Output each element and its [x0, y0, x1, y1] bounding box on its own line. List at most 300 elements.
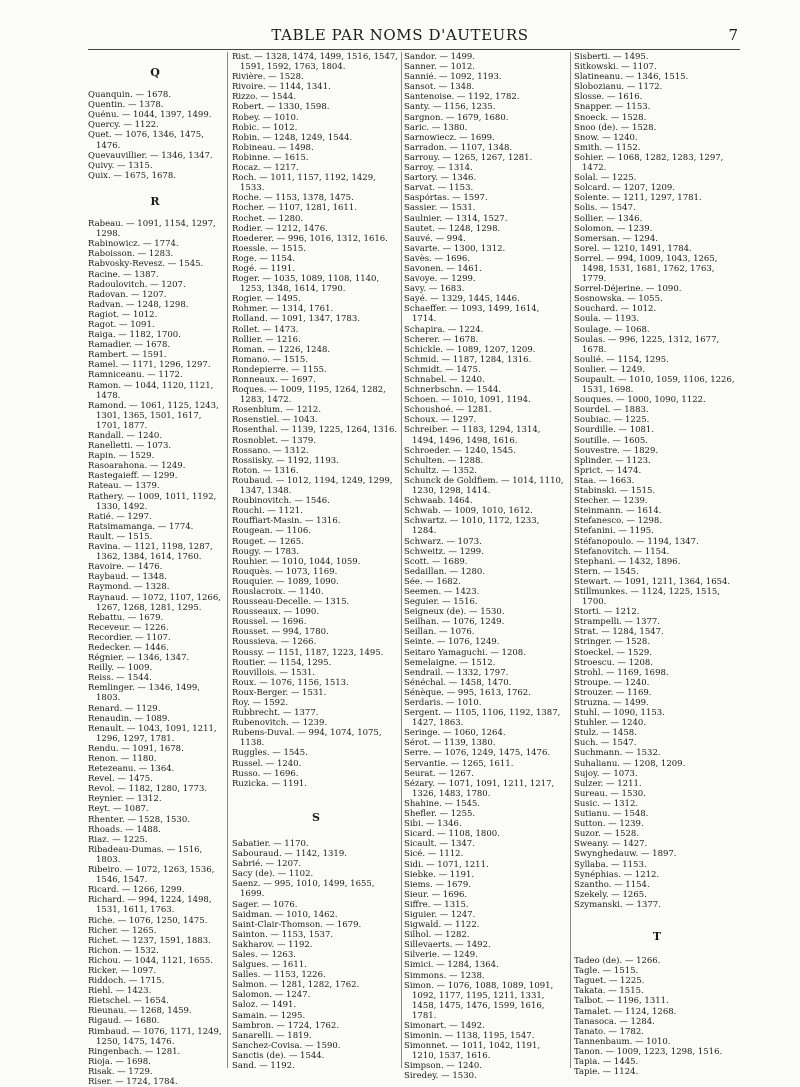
index-entry: Stephani. — 1432, 1896. — [574, 556, 681, 567]
index-entry: Reyt. — 1087. — [88, 804, 149, 815]
index-entry: Quercy. — 1122. — [88, 120, 159, 131]
index-entry: Sujoy. — 1073. — [574, 768, 638, 779]
index-entry: Ramon. — 1044, 1120, 1121, 1478. — [88, 380, 214, 401]
index-entry: Revel. — 1475. — [88, 774, 153, 785]
index-entry: Rapin. — 1529. — [88, 451, 155, 462]
index-entry: Soutille. — 1605. — [574, 435, 648, 446]
index-entry: Schoux. — 1297. — [404, 415, 477, 426]
index-entry: Stroescu. — 1208. — [574, 657, 653, 668]
section-letter: S — [312, 810, 320, 824]
index-entry: Riche. — 1076, 1250, 1475. — [88, 915, 208, 926]
index-entry: Siems. — 1679. — [404, 879, 471, 890]
index-entry: Rouhier. — 1010, 1044, 1059. — [232, 556, 361, 567]
index-entry: Schreiber. — 1183, 1294, 1314, 1494, 1496, 1498, 1616. — [404, 425, 541, 446]
index-entry: Soupault. — 1010, 1059, 1106, 1226, 1531, 1698. — [574, 375, 735, 396]
index-entry: Rouffiart-Masin. — 1316. — [232, 516, 341, 527]
index-entry: Savarte. — 1300, 1312. — [404, 243, 506, 254]
index-entry: Such. — 1547. — [574, 738, 637, 749]
index-entry: Soulier. — 1249. — [574, 364, 645, 375]
index-entry: Somersan. — 1294. — [574, 233, 658, 244]
index-entry: Sayé. — 1329, 1445, 1446. — [404, 294, 520, 305]
index-entry: Simon. — 1076, 1088, 1089, 1091, 1092, 1177, 1195, 1211, 1331, 1458, 1475, 1476, 1599, 1616, 1781. — [404, 980, 554, 1021]
index-entry: Tanato. — 1782. — [574, 1026, 644, 1037]
index-entry: Ratsimamanga. — 1774. — [88, 521, 194, 532]
section-letter: T — [652, 929, 662, 943]
index-entry: Strampelli. — 1377. — [574, 617, 660, 628]
index-entry: Sauvé. — 994. — [404, 233, 466, 244]
index-entry: Ringenbach. — 1281. — [88, 1046, 181, 1057]
index-entry: Seilhan. — 1076, 1249. — [404, 617, 505, 628]
index-column-2 — [232, 52, 400, 1076]
index-entry: Tanasoca. — 1284. — [574, 1016, 655, 1027]
index-entry: Rendu. — 1091, 1678. — [88, 743, 184, 754]
index-entry: Ribadeau-Dumas. — 1516, 1803. — [88, 844, 203, 865]
index-entry: Rist. — 1328, 1474, 1499, 1516, 1547, 1591, 1592, 1763, 1804. — [232, 52, 398, 73]
index-entry: Receveur. — 1226. — [88, 622, 169, 633]
index-entry: Rateau. — 1379. — [88, 481, 160, 492]
index-entry: Simpson. — 1240. — [404, 1061, 482, 1072]
index-entry: Robin. — 1248, 1249, 1544. — [232, 132, 353, 143]
index-entry: Ruggles. — 1545. — [232, 748, 308, 759]
index-entry: Ragiot. — 1012. — [88, 309, 158, 320]
index-entry: Roussel. — 1696. — [232, 617, 307, 628]
index-entry: Simonnet. — 1011, 1042, 1191, 1210, 1537, 1616. — [404, 1041, 541, 1062]
index-entry: Rizzo. — 1544. — [232, 92, 296, 103]
index-entry: Rioja. — 1698. — [88, 1056, 151, 1067]
index-entry: Sourdille. — 1081. — [574, 425, 655, 436]
spacer — [574, 942, 740, 956]
spacer — [88, 207, 222, 219]
index-entry: Sosnowska. — 1055. — [574, 294, 663, 305]
index-entry: Roux-Berger. — 1531. — [232, 687, 327, 698]
index-entry: Sarroy. — 1314. — [404, 163, 473, 174]
index-entry: Sedaillan. — 1280. — [404, 566, 485, 577]
index-entry: Saspórtas. — 1597. — [404, 193, 488, 204]
index-entry: Stewart. — 1091, 1211, 1364, 1654. — [574, 576, 731, 587]
index-entry: Radvan. — 1248, 1298. — [88, 299, 189, 310]
index-entry: Rodier. — 1212, 1476. — [232, 223, 328, 234]
index-entry: Szymanski. — 1377. — [574, 899, 661, 910]
index-entry: Salgues. — 1611. — [232, 960, 307, 971]
index-entry: Simmons. — 1238. — [404, 970, 485, 981]
index-entry: Semelaigne. — 1512. — [404, 657, 496, 668]
index-entry: Rouget. — 1265. — [232, 536, 304, 547]
index-entry: Saenz. — 995, 1010, 1499, 1655, 1699. — [232, 879, 375, 900]
index-entry: Rhoads. — 1488. — [88, 824, 161, 835]
index-entry: Stéfanopoulo. — 1194, 1347. — [574, 536, 699, 547]
index-entry: Sourdel. — 1883. — [574, 405, 649, 416]
index-entry: Stabinski. — 1515. — [574, 486, 656, 497]
index-entry: Sutton. — 1239. — [574, 819, 644, 830]
index-entry: Staa. — 1663. — [574, 475, 635, 486]
index-entry: Robey. — 1010. — [232, 112, 299, 123]
index-entry: Renon. — 1180. — [88, 754, 157, 764]
index-entry: Sée. — 1682. — [404, 576, 461, 587]
index-entry: Rabeau. — 1091, 1154, 1297, 1298. — [88, 219, 216, 240]
spacer — [232, 789, 400, 813]
index-entry: Sidi. — 1071, 1211. — [404, 859, 489, 870]
index-entry: Stefanesco. — 1298. — [574, 516, 663, 527]
index-entry: Szekely. — 1265. — [574, 889, 647, 900]
index-entry: Ruzicka. — 1191. — [232, 778, 307, 789]
index-entry: Raboisson. — 1283. — [88, 249, 174, 260]
index-entry: Snoeck. — 1528. — [574, 112, 647, 123]
index-entry: Radovan. — 1207. — [88, 289, 167, 300]
index-entry: Sendrail. — 1332, 1797. — [404, 667, 509, 678]
index-entry: Rocher. — 1107, 1281, 1611. — [232, 203, 357, 214]
index-entry: Rosenstiel. — 1043. — [232, 415, 318, 426]
index-entry: Rathery. — 1009, 1011, 1192, 1330, 1492. — [88, 491, 217, 512]
index-entry: Rastegaieff. — 1299. — [88, 471, 178, 482]
index-entry: Sisberti. — 1495. — [574, 52, 649, 62]
index-entry: Seringe. — 1060, 1264. — [404, 728, 506, 739]
index-entry: Riddoch. — 1715. — [88, 976, 165, 987]
index-entry: Stern. — 1545. — [574, 566, 639, 577]
index-entry: Ramadier. — 1678. — [88, 340, 171, 351]
index-entry: Saric. — 1380. — [404, 122, 468, 133]
index-entry: Snow. — 1240. — [574, 132, 638, 143]
index-entry: Soulié. — 1154, 1295. — [574, 354, 669, 365]
index-entry: Seigneux (de). — 1530. — [404, 607, 505, 618]
index-entry: Stefanovitch. — 1154. — [574, 546, 670, 557]
index-entry: Rimbaud. — 1076, 1171, 1249, 1250, 1475, 1476. — [88, 1026, 222, 1047]
index-entry: Stecher. — 1239. — [574, 496, 648, 507]
index-entry: Schroeder. — 1240, 1545. — [404, 445, 516, 456]
index-entry: Rondepierre. — 1155. — [232, 364, 327, 375]
index-entry: Renaudin. — 1089. — [88, 713, 171, 724]
index-entry: Rousseaux. — 1090. — [232, 607, 320, 618]
index-entry: Syllaba. — 1153. — [574, 859, 647, 870]
index-entry: Sabatier. — 1170. — [232, 838, 309, 849]
index-entry: Sicé. — 1112. — [404, 849, 464, 860]
index-entry: Sulzer. — 1211. — [574, 778, 642, 789]
column-divider — [570, 52, 571, 1068]
index-entry: Tapia. — 1445. — [574, 1057, 639, 1067]
index-entry: Roge. — 1154. — [232, 253, 295, 264]
index-entry: Russo. — 1696. — [232, 768, 299, 779]
index-entry: Salles. — 1153, 1226. — [232, 970, 326, 981]
spacer — [574, 910, 740, 932]
index-entry: Rohmer. — 1314, 1761. — [232, 304, 334, 315]
index-entry: Schoushoé. — 1281. — [404, 405, 492, 416]
index-entry: Saulnier. — 1314, 1527. — [404, 213, 508, 224]
index-entry: Ramniceanu. — 1172. — [88, 370, 183, 381]
index-entry: Sorrel. — 994, 1009, 1043, 1265, 1498, 1531, 1681, 1762, 1763, 1779. — [574, 253, 718, 285]
index-entry: Sand. — 1192. — [232, 1061, 295, 1071]
index-column-1 — [88, 52, 222, 1087]
index-entry: Renault. — 1043, 1091, 1211, 1296, 1297, 1781. — [88, 723, 217, 744]
index-entry: Sanchez-Covisa. — 1590. — [232, 1040, 341, 1051]
index-entry: Sargnon. — 1679, 1680. — [404, 112, 509, 123]
index-entry: Rollier. — 1216. — [232, 334, 301, 345]
index-entry: Raymond. — 1328. — [88, 582, 170, 593]
index-entry: Raynaud. — 1072, 1107, 1266, 1267, 1268, 1281, 1295. — [88, 592, 221, 613]
index-entry: Riaz. — 1225. — [88, 834, 148, 845]
section-letter: Q — [150, 66, 160, 79]
index-entry: Roederer. — 996, 1016, 1312, 1616. — [232, 233, 388, 244]
index-entry: Rieunau. — 1268, 1459. — [88, 1006, 192, 1017]
index-entry: Sanner. — 1012. — [404, 62, 475, 73]
index-entry: Reynier. — 1312. — [88, 794, 162, 805]
index-entry: Schwaab. 1464. — [404, 496, 473, 507]
index-entry: Riser. — 1724, 1784. — [88, 1077, 178, 1087]
index-entry: Schnabel. — 1240. — [404, 375, 485, 385]
column-divider — [227, 52, 228, 1068]
index-entry: Ravina. — 1121, 1198, 1287, 1362, 1384, 1614, 1760. — [88, 542, 213, 563]
index-entry: Schickle. — 1089, 1207, 1209. — [404, 344, 536, 355]
index-entry: Sales. — 1263. — [232, 949, 296, 960]
index-entry: Saint-Clair-Thomson. — 1679. — [232, 919, 362, 930]
index-entry: Rossano. — 1312. — [232, 445, 309, 456]
index-entry: Sansot. — 1348. — [404, 82, 475, 93]
index-entry: Stroupe. — 1240. — [574, 677, 650, 688]
index-entry: Schulten. — 1288. — [404, 455, 484, 466]
index-entry: Solis. — 1547. — [574, 203, 636, 214]
index-entry: Rougean. — 1106. — [232, 526, 311, 537]
index-entry: Serre. — 1076, 1249, 1475, 1476. — [404, 748, 551, 759]
index-entry: Ronneaux. — 1697. — [232, 375, 316, 385]
index-entry: Saidman. — 1010, 1462. — [232, 909, 338, 920]
index-entry: Simonin. — 1138, 1195, 1547. — [404, 1031, 535, 1042]
index-entry: Sicard. — 1108, 1800. — [404, 829, 500, 840]
index-entry: Robic. — 1012. — [232, 122, 298, 133]
index-entry: Rubbrecht. — 1377. — [232, 708, 319, 719]
index-entry: Strouzer. — 1169. — [574, 687, 652, 698]
index-entry: Rosnoblet. — 1379. — [232, 435, 317, 446]
index-column-3 — [404, 52, 566, 1082]
index-entry: Saloz. — 1491. — [232, 1000, 297, 1011]
index-entry: Rouquier. — 1089, 1090. — [232, 576, 339, 587]
index-entry: Ranelletti. — 1073. — [88, 441, 172, 452]
index-entry: Risak. — 1729. — [88, 1066, 153, 1077]
index-entry: Richer. — 1265. — [88, 925, 157, 936]
index-entry: Snoo (de). — 1528. — [574, 122, 657, 133]
index-entry: Roton. — 1316. — [232, 465, 299, 476]
index-entry: Sager. — 1076. — [232, 899, 298, 910]
index-column-4 — [574, 52, 740, 1076]
index-entry: Strat. — 1284, 1547. — [574, 627, 664, 638]
index-entry: Stillmunkes. — 1124, 1225, 1515, 1700. — [574, 586, 720, 608]
index-entry: Solomon. — 1239. — [574, 223, 653, 234]
index-entry: Santenoise. — 1192, 1782. — [404, 92, 520, 103]
index-entry: Tannenbaum. — 1010. — [574, 1036, 671, 1047]
index-entry: Sillevaerts. — 1492. — [404, 940, 491, 951]
index-entry: Sanctis (de). — 1544. — [232, 1050, 325, 1061]
index-entry: Raiga. — 1182, 1700. — [88, 330, 181, 341]
index-entry: Schultz. — 1352. — [404, 465, 478, 476]
index-entry: Sandor. — 1499. — [404, 52, 475, 62]
index-entry: Santy. — 1156, 1235. — [404, 102, 496, 113]
index-entry: Ratié. — 1297. — [88, 511, 152, 522]
index-entry: Sénèque. — 995, 1613, 1762. — [404, 687, 531, 698]
index-entry: Ramond. — 1061, 1125, 1243, 1301, 1365, 1501, 1617, 1701, 1877. — [88, 400, 219, 431]
index-entry: Quanquin. — 1678. — [88, 90, 172, 101]
index-entry: Rhenter. — 1528, 1530. — [88, 814, 190, 825]
index-entry: Samain. — 1295. — [232, 1010, 306, 1021]
index-entry: Savoye. — 1299. — [404, 274, 476, 285]
index-entry: Seitaro Yamaguchi. — 1208. — [404, 647, 526, 658]
index-entry: Solente. — 1211, 1297, 1781. — [574, 193, 702, 204]
index-entry: Swynghedauw. — 1897. — [574, 849, 677, 860]
index-entry: Robineau. — 1498. — [232, 142, 314, 153]
index-entry: Rouslacroix. — 1140. — [232, 586, 324, 597]
index-entry: Sutianu. — 1548. — [574, 809, 649, 820]
index-entry: Sannié. — 1092, 1193. — [404, 72, 502, 83]
page-number: 7 — [728, 26, 738, 44]
index-entry: Sézary. — 1071, 1091, 1211, 1217, 1326, 1483, 1780. — [404, 778, 555, 799]
index-entry: Steinmann. — 1614. — [574, 506, 662, 517]
index-entry: Ravoire. — 1476. — [88, 562, 163, 573]
index-entry: Siguier. — 1247. — [404, 909, 476, 920]
index-entry: Sweany. — 1427. — [574, 839, 648, 850]
index-entry: Stulz. — 1458. — [574, 728, 637, 739]
index-entry: Schmidt. — 1475. — [404, 364, 481, 375]
index-entry: Richon. — 1532. — [88, 945, 159, 956]
index-entry: Roy. — 1592. — [232, 698, 289, 708]
index-entry: Rougy. — 1783. — [232, 546, 300, 557]
index-entry: Siebke. — 1191. — [404, 869, 475, 880]
index-entry: Salomon. — 1247. — [232, 990, 311, 1001]
index-entry: Raybaud. — 1348. — [88, 572, 167, 583]
index-entry: Roques. — 1009, 1195, 1264, 1282, 1283, 1472. — [232, 385, 386, 406]
index-entry: Riehl. — 1423. — [88, 986, 152, 997]
section-letter: R — [150, 194, 160, 208]
index-entry: Talbot. — 1196, 1311. — [574, 996, 669, 1007]
index-entry: Stoeckel. — 1529. — [574, 647, 652, 658]
page-header — [0, 26, 800, 46]
index-entry: Reiss. — 1544. — [88, 673, 152, 684]
index-entry: Ramel. — 1171, 1296, 1297. — [88, 360, 211, 371]
index-entry: Schweitz. — 1299. — [404, 546, 484, 557]
index-entry: Rouquès. — 1073, 1169. — [232, 566, 338, 577]
index-entry: Stuhler. — 1240. — [574, 718, 647, 729]
index-entry: Slosse. — 1616. — [574, 92, 643, 103]
column-divider — [401, 52, 402, 1068]
index-entry: Smith. — 1152. — [574, 142, 641, 153]
index-entry: Schwab. — 1009, 1010, 1612. — [404, 506, 533, 517]
index-entry: Rigaud. — 1680. — [88, 1016, 160, 1027]
index-entry: Ricard. — 1266, 1299. — [88, 885, 185, 896]
index-entry: Stuhl. — 1090, 1153. — [574, 708, 665, 719]
index-entry: Seinte. — 1076, 1249. — [404, 637, 500, 648]
index-entry: Sprict. — 1474. — [574, 465, 642, 476]
index-entry: Struzna. — 1499. — [574, 698, 649, 708]
index-entry: Soula. — 1193. — [574, 314, 640, 325]
index-entry: Tagle. — 1515. — [574, 966, 639, 977]
index-entry: Renard. — 1129. — [88, 703, 161, 714]
index-entry: Seurat. — 1267. — [404, 768, 474, 779]
index-entry: Retezeanu. — 1364. — [88, 764, 175, 775]
index-entry: Souques. — 1000, 1090, 1122. — [574, 395, 706, 406]
index-entry: Richard. — 994, 1224, 1498, 1531, 1611, 1763. — [88, 895, 212, 916]
index-entry: Sohier. — 1068, 1282, 1283, 1297, 1472. — [574, 152, 724, 174]
index-entry: Quet. — 1076, 1346, 1475, 1476. — [88, 130, 204, 151]
index-entry: Roman. — 1226, 1248. — [232, 344, 331, 355]
index-entry: Rivoire. — 1144, 1341. — [232, 82, 331, 93]
index-entry: Romano. — 1515. — [232, 354, 309, 365]
index-entry: Storti. — 1212. — [574, 607, 640, 618]
index-entry: Richet. — 1237, 1591, 1883. — [88, 935, 211, 946]
index-entry: Rietschel. — 1654. — [88, 996, 169, 1007]
index-entry: Souvestre. — 1829. — [574, 445, 659, 456]
index-entry: Serdaris. — 1010. — [404, 698, 482, 708]
index-entry: Rogé. — 1191. — [232, 263, 295, 274]
index-entry: Solcard. — 1207, 1209. — [574, 183, 675, 194]
spacer — [88, 78, 222, 90]
index-entry: Shahine. — 1545. — [404, 798, 481, 809]
index-entry: Remlinger. — 1346, 1499, 1803. — [88, 683, 200, 704]
index-entry: Ribeiro. — 1072, 1263, 1536, 1546, 1547. — [88, 865, 215, 886]
index-entry: Schwartz. — 1010, 1172, 1233, 1284. — [404, 516, 540, 537]
index-entry: Robinne. — 1615. — [232, 152, 309, 163]
index-entry: Scherer. — 1678. — [404, 334, 479, 345]
index-entry: Schoen. — 1010, 1091, 1194. — [404, 395, 531, 406]
index-entry: Rasoarahona. — 1249. — [88, 461, 186, 472]
index-entry: Snapper. — 1153. — [574, 102, 651, 113]
index-entry: Sitkowski. — 1107. — [574, 62, 657, 73]
index-entry: Strohl. — 1169, 1698. — [574, 667, 669, 678]
index-entry: Richou. — 1044, 1121, 1655. — [88, 955, 213, 966]
index-entry: Sautet. — 1248, 1298. — [404, 223, 501, 234]
index-entry: Rubens-Duval. — 994, 1074, 1075, 1138. — [232, 728, 382, 749]
index-entry: Sergent. — 1105, 1106, 1192, 1387, 1427, 1863. — [404, 708, 561, 729]
index-entry: Sarvat. — 1153. — [404, 183, 474, 194]
index-entry: Sorel. — 1210, 1491, 1784. — [574, 243, 692, 254]
index-entry: Régnier. — 1346, 1347. — [88, 653, 190, 664]
index-entry: Soulage. — 1068. — [574, 324, 650, 335]
index-entry: Schunck de Goldfiem. — 1014, 1110, 1230, 1298, 1414. — [404, 475, 564, 497]
index-entry: Rault. — 1515. — [88, 531, 153, 542]
index-entry: Sollier. — 1346. — [574, 213, 643, 224]
index-entry: Rogier. — 1495. — [232, 294, 301, 305]
index-entry: Sorrel-Déjerine. — 1090. — [574, 284, 682, 295]
index-entry: Savy. — 1683. — [404, 284, 465, 295]
index-entry: Sanarelli. — 1819. — [232, 1030, 312, 1041]
index-entry: Rabvosky-Revesz. — 1545. — [88, 259, 204, 270]
index-entry: Souchard. — 1012. — [574, 304, 657, 315]
index-entry: Schwarz. — 1073. — [404, 536, 482, 547]
index-entry: Solal. — 1225. — [574, 173, 637, 184]
index-entry: Rosenthal. — 1139, 1225, 1264, 1316. — [232, 425, 398, 436]
index-entry: Roch. — 1011, 1157, 1192, 1429, 1533. — [232, 173, 376, 194]
index-entry: Rousseau-Decelle. — 1315. — [232, 597, 350, 608]
index-entry: Roessle. — 1515. — [232, 243, 306, 254]
index-entry: Sénéchal. — 1458, 1470. — [404, 677, 512, 688]
index-entry: Sabrié. — 1207. — [232, 859, 302, 870]
index-entry: Ragot. — 1091. — [88, 319, 155, 330]
index-entry: Quénu. — 1044, 1397, 1499. — [88, 110, 212, 121]
index-entry: Rocaz. — 1217. — [232, 163, 299, 174]
index-entry: Rosenblum. — 1212. — [232, 405, 322, 416]
index-entry: Savonen. — 1461. — [404, 263, 482, 274]
index-entry: Salmon. — 1281, 1282, 1762. — [232, 980, 360, 991]
index-entry: Roux. — 1076, 1156, 1513. — [232, 677, 349, 688]
index-entry: Revol. — 1182, 1280, 1773. — [88, 784, 208, 795]
index-entry: Shefler. — 1255. — [404, 809, 476, 820]
index-entry: Sakharov. — 1192. — [232, 939, 313, 950]
index-entry: Sacy (de). — 1102. — [232, 869, 314, 880]
index-entry: Tadeo (de). — 1266. — [574, 956, 661, 967]
index-entry: Roussieva. — 1266. — [232, 637, 317, 648]
index-entry: Rossiisky. — 1192, 1193. — [232, 455, 339, 466]
index-entry: Rambert. — 1591. — [88, 350, 167, 361]
index-entry: Roche. — 1153, 1378, 1475. — [232, 193, 354, 204]
index-entry: Suhalianu. — 1208, 1209. — [574, 758, 686, 769]
index-entry: Ricker. — 1097. — [88, 965, 157, 976]
index-entry: Slobozianu. — 1172. — [574, 82, 663, 93]
index-entry: Sibi. — 1346. — [404, 819, 462, 830]
index-entry: Rubenovitch. — 1239. — [232, 718, 328, 729]
